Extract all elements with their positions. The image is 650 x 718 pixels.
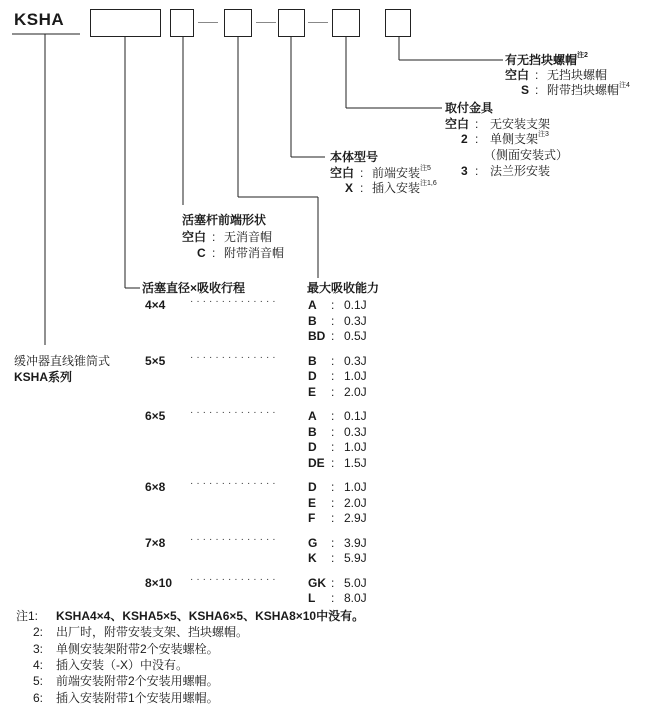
rod-heading: 活塞杆前端形状 [182,213,267,227]
capacity-code: DE [308,455,325,470]
capacity-value: 0.3J [344,353,367,368]
capacity-code: GK [308,575,326,590]
note-number: 2: [33,625,44,640]
bracket-heading: 取付金具 [445,101,494,115]
colon: : [212,230,216,244]
body-x-value: 插入安装$^{注1,6}$ [372,180,437,195]
size-heading: 活塞直径×吸收行程 [142,281,246,295]
colon: : [331,551,335,565]
rod-c-value: 附带消音帽 [224,246,285,260]
capacity-code: B [308,424,317,439]
colon: : [331,575,335,590]
capacity-value: 1.0J [344,440,367,454]
capacity-value: 0.3J [344,424,367,439]
note-text: 插入安装附带1个安装用螺帽。 [56,690,219,705]
separator-dash [198,22,218,23]
bracket-3-value: 法兰形安装 [490,164,551,178]
capacity-code: D [308,369,317,383]
colon: : [331,424,335,439]
rod-blank-value: 无消音帽 [224,230,273,244]
note-number: 6: [33,690,44,705]
capacity-value: 8.0J [344,591,367,605]
colon: : [475,132,479,146]
colon: : [331,480,335,494]
capacity-heading: 最大吸收能力 [307,281,380,295]
leader-dots: ·············· [190,573,279,585]
separator-dash [256,22,276,23]
colon: : [360,166,364,180]
colon: : [331,409,335,423]
capacity-code: D [308,480,317,494]
capacity-value: 0.3J [344,313,367,328]
capacity-code: K [308,551,317,565]
colon: : [331,495,335,510]
note-text: KSHA4×4、KSHA5×5、KSHA6×5、KSHA8×10中没有。 [56,609,365,623]
separator-dash [308,22,328,23]
code-box-body [278,9,305,37]
rod-blank-key: 空白 [182,230,207,244]
bracket-2-key: 2 [461,132,468,146]
colon: : [360,181,364,195]
capacity-value: 2.9J [344,511,367,525]
capacity-value: 2.0J [344,384,367,399]
leader-dots: ·············· [190,478,279,489]
leader-dots: ·············· [190,533,279,545]
colon: : [475,117,479,131]
stopper-heading: 有无挡块螺帽$^{注2}$ [505,52,588,67]
leader-dots: ·············· [190,351,279,363]
colon: : [331,591,335,605]
colon: : [535,83,539,97]
series-name: 缓冲器直线锥筒式 [14,354,111,368]
rod-c-key: C [197,246,206,260]
colon: : [331,455,335,470]
bracket-blank-key: 空白 [445,117,470,131]
capacity-code: A [308,409,317,423]
capacity-value: 5.9J [344,551,367,565]
colon: : [331,353,335,368]
series-name-bold: KSHA系列 [14,370,73,384]
capacity-code: E [308,384,317,399]
capacity-value: 3.9J [344,535,367,550]
capacity-code: A [308,298,317,312]
colon: : [212,246,216,260]
page-title: KSHA [14,10,65,29]
capacity-code: B [308,313,317,328]
size-label: 6×5 [145,409,166,423]
stopper-s-value: 附带挡块螺帽$^{注4}$ [547,82,630,97]
note-text: 出厂时，附带安装支架、挡块螺帽。 [56,625,249,640]
leader-dots: ·············· [190,407,279,418]
body-blank-value: 前端安装$^{注5}$ [372,165,431,180]
capacity-value: 1.0J [344,480,367,494]
colon: : [331,329,335,343]
note-text: 单侧安装架附带2个安装螺栓。 [56,641,219,656]
capacity-value: 0.5J [344,329,367,343]
code-box-capacity [224,9,252,37]
bracket-blank-value: 无安装支架 [490,117,551,131]
capacity-value: 1.5J [344,455,367,470]
code-box-stopper [385,9,411,37]
capacity-code: L [308,591,316,605]
size-label: 5×5 [145,353,166,368]
stopper-blank-key: 空白 [505,68,530,82]
colon: : [331,384,335,399]
capacity-code: B [308,353,317,368]
colon: : [331,535,335,550]
colon: : [331,440,335,454]
note-number: 5: [33,674,44,689]
code-box-rod [170,9,194,37]
body-x-key: X [345,181,354,195]
note-number: 3: [33,641,44,656]
bracket-2-value: 单侧支架$^{注3}$ [490,131,549,146]
leader-dots: ·············· [190,296,279,307]
bracket-3-key: 3 [461,164,468,178]
note-number: 4: [33,657,44,672]
bracket-2-extra: （侧面安装式） [484,148,569,162]
capacity-code: F [308,511,316,525]
size-label: 6×8 [145,480,166,494]
note-text: 插入安装（-X）中没有。 [56,657,189,672]
body-blank-key: 空白 [330,166,355,180]
colon: : [331,369,335,383]
colon: : [535,68,539,82]
capacity-code: BD [308,329,326,343]
capacity-value: 5.0J [344,575,367,590]
colon: : [475,164,479,178]
size-label: 7×8 [145,535,166,550]
capacity-code: D [308,440,317,454]
size-label: 4×4 [145,298,166,312]
capacity-value: 2.0J [344,495,367,510]
code-box-size [90,9,161,37]
note-text: 前端安装附带2个安装用螺帽。 [56,674,219,689]
capacity-code: E [308,495,317,510]
capacity-value: 1.0J [344,369,367,383]
capacity-code: G [308,535,318,550]
code-box-bracket [332,9,360,37]
note-number: 注1: [16,609,39,623]
capacity-value: 0.1J [344,409,367,423]
capacity-value: 0.1J [344,298,367,312]
colon: : [331,313,335,328]
colon: : [331,511,335,525]
colon: : [331,298,335,312]
body-heading: 本体型号 [330,150,379,164]
stopper-s-key: S [521,83,530,97]
stopper-blank-value: 无挡块螺帽 [547,68,608,82]
size-label: 8×10 [145,575,173,590]
